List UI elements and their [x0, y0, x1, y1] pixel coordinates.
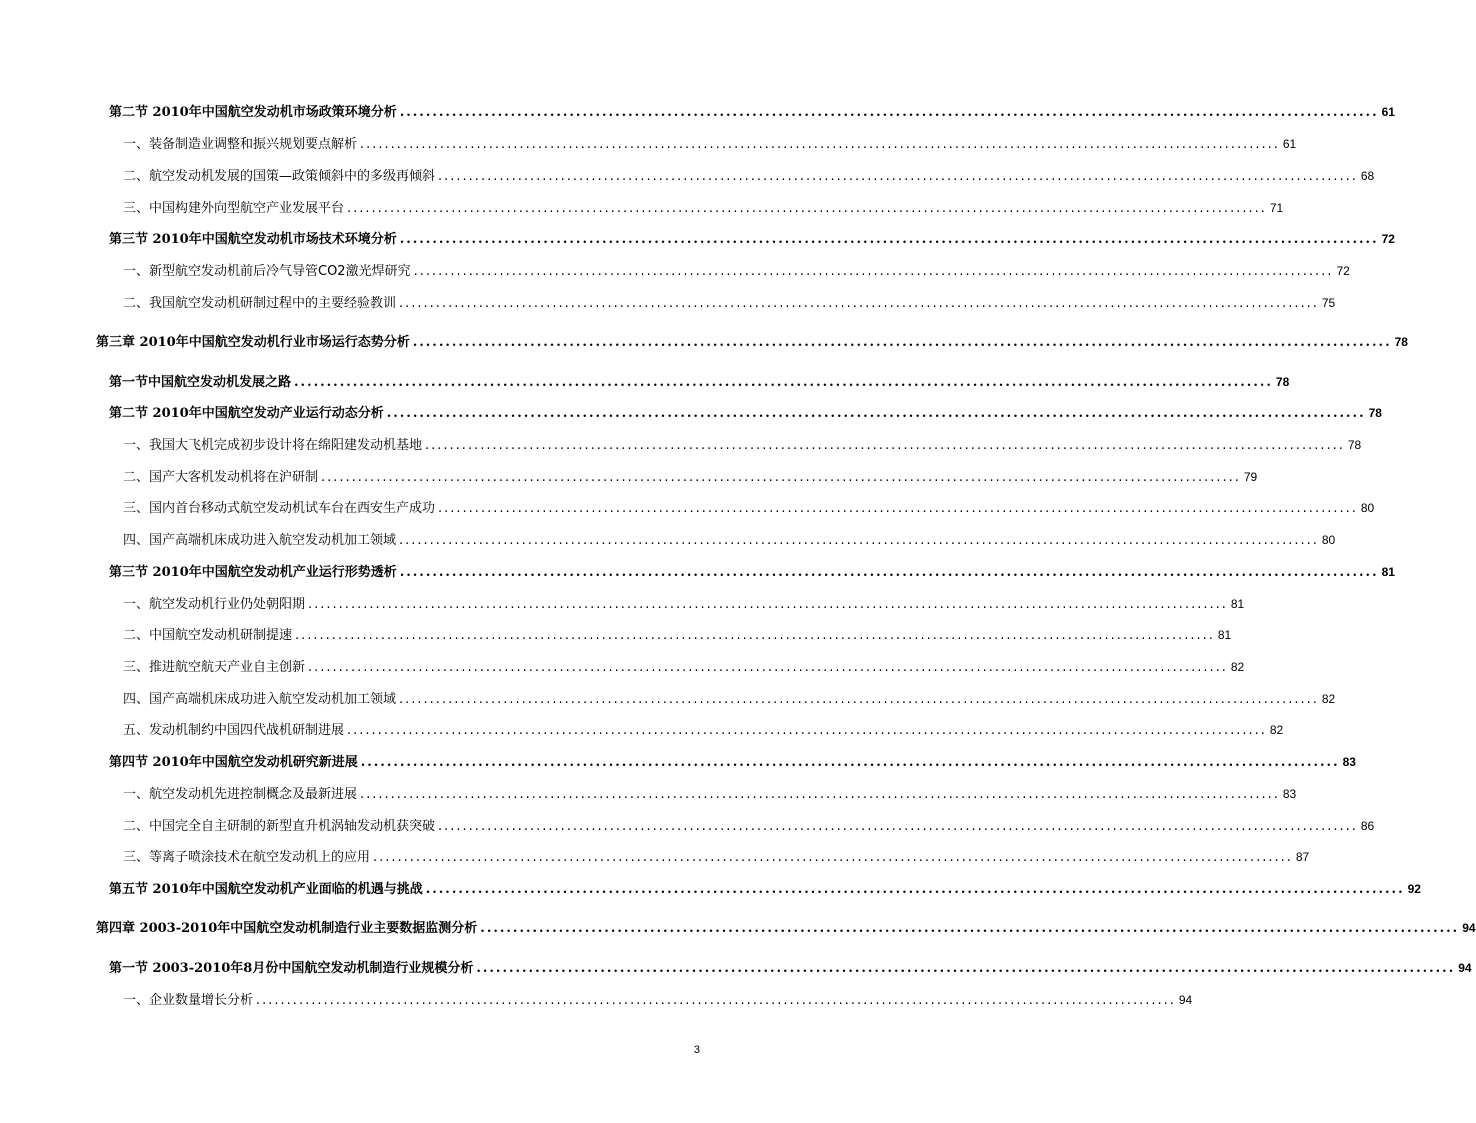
- dot-leader: ......................................................................................................................................................: [438, 501, 1358, 516]
- toc-entry[interactable]: [123, 500, 1375, 517]
- toc-entry-page: 82: [1321, 692, 1336, 706]
- dot-leader: ......................................................................................................................................................: [399, 533, 1319, 548]
- dot-leader: ......................................................................................................................................................: [294, 375, 1273, 390]
- toc-entry-title: 三、等离子喷涂技术在航空发动机上的应用: [123, 850, 371, 865]
- toc-entry-page: 78: [1394, 335, 1408, 349]
- toc-entry-title: 第一节中国航空发动机发展之路: [109, 375, 292, 390]
- dot-leader: ......................................................................................................................................................: [438, 169, 1358, 184]
- toc-entry-title: 二、中国完全自主研制的新型直升机涡轴发动机获突破: [123, 819, 436, 834]
- toc-entry-page: 94: [1178, 993, 1193, 1007]
- toc-entry[interactable]: [123, 469, 1258, 486]
- toc-entry-page: 87: [1295, 850, 1310, 864]
- toc-entry[interactable]: [123, 659, 1245, 676]
- toc-entry[interactable]: [109, 104, 1395, 121]
- toc-entry-page: 83: [1282, 787, 1297, 801]
- toc-entry-title: 一、新型航空发动机前后冷气导管CO2激光焊研究: [123, 264, 411, 279]
- toc-entry-page: 75: [1321, 296, 1336, 310]
- toc-entry-title: 三、中国构建外向型航空产业发展平台: [123, 201, 345, 216]
- toc-entry[interactable]: [109, 405, 1382, 422]
- toc-entry-title: 三、国内首台移动式航空发动机试车台在西安生产成功: [123, 501, 436, 516]
- dot-leader: ......................................................................................................................................................: [386, 406, 1366, 421]
- toc-entry-page: 78: [1368, 406, 1382, 420]
- dot-leader: ......................................................................................................................................................: [373, 850, 1293, 865]
- toc-entry-title: 一、航空发动机先进控制概念及最新进展: [123, 787, 358, 802]
- toc-entry-title: 第五节 2010年中国航空发动机产业面临的机遇与挑战: [109, 882, 423, 897]
- toc-entry-title: 一、装备制造业调整和振兴规划要点解析: [123, 137, 358, 152]
- dot-leader: ......................................................................................................................................................: [347, 201, 1267, 216]
- toc-entry[interactable]: [123, 596, 1245, 613]
- dot-leader: ......................................................................................................................................................: [360, 137, 1280, 152]
- toc-entry[interactable]: [96, 920, 1476, 937]
- toc-entry[interactable]: [123, 263, 1350, 280]
- toc-entry-page: 72: [1381, 232, 1395, 246]
- toc-entry-page: 78: [1347, 438, 1362, 452]
- toc-entry-title: 二、我国航空发动机研制过程中的主要经验教训: [123, 296, 397, 311]
- toc-entry-title: 第一节 2003-2010年8月份中国航空发动机制造行业规模分析: [109, 961, 474, 976]
- toc-entry-page: 79: [1243, 470, 1258, 484]
- dot-leader: ......................................................................................................................................................: [399, 565, 1379, 580]
- dot-leader: ......................................................................................................................................................: [425, 438, 1345, 453]
- toc-entry-title: 第三节 2010年中国航空发动机市场技术环境分析: [109, 232, 397, 247]
- toc-entry-title: 四、国产高端机床成功进入航空发动机加工领域: [123, 533, 397, 548]
- toc-entry-page: 92: [1407, 882, 1421, 896]
- dot-leader: ......................................................................................................................................................: [295, 628, 1215, 643]
- toc-entry-title: 二、国产大客机发动机将在沪研制: [123, 470, 319, 485]
- toc-entry[interactable]: [123, 200, 1284, 217]
- dot-leader: ......................................................................................................................................................: [413, 264, 1334, 279]
- toc-entry-title: 三、推进航空航天产业自主创新: [123, 660, 306, 675]
- toc-entry-page: 81: [1230, 597, 1245, 611]
- toc-entry[interactable]: [123, 136, 1297, 153]
- dot-leader: ......................................................................................................................................................: [480, 921, 1460, 936]
- toc-entry[interactable]: [123, 992, 1193, 1009]
- dot-leader: ......................................................................................................................................................: [308, 597, 1228, 612]
- toc-entry[interactable]: [123, 295, 1336, 312]
- toc-entry-title: 五、发动机制约中国四代战机研制进展: [123, 723, 345, 738]
- toc-entry-title: 第三章 2010年中国航空发动机行业市场运行态势分析: [96, 335, 410, 350]
- toc-entry-title: 二、航空发动机发展的国策—政策倾斜中的多级再倾斜: [123, 169, 436, 184]
- dot-leader: ......................................................................................................................................................: [412, 335, 1392, 350]
- toc-entry-title: 四、国产高端机床成功进入航空发动机加工领域: [123, 692, 397, 707]
- toc-entry[interactable]: [109, 754, 1356, 771]
- dot-leader: ......................................................................................................................................................: [399, 296, 1319, 311]
- toc-entry-title: 第二节 2010年中国航空发动产业运行动态分析: [109, 406, 384, 421]
- dot-leader: ......................................................................................................................................................: [399, 232, 1379, 247]
- toc-entry-page: 80: [1360, 501, 1375, 515]
- toc-entry-page: 94: [1458, 961, 1472, 975]
- dot-leader: ......................................................................................................................................................: [476, 961, 1456, 976]
- dot-leader: ......................................................................................................................................................: [321, 470, 1241, 485]
- toc-entry[interactable]: [109, 960, 1472, 977]
- toc-entry[interactable]: [123, 627, 1232, 644]
- dot-leader: ......................................................................................................................................................: [438, 819, 1358, 834]
- dot-leader: ......................................................................................................................................................: [399, 692, 1319, 707]
- toc-entry-title: 第四节 2010年中国航空发动机研究新进展: [109, 755, 358, 770]
- toc-entry-page: 94: [1462, 921, 1476, 935]
- toc-entry-page: 78: [1275, 375, 1290, 389]
- dot-leader: ......................................................................................................................................................: [360, 755, 1340, 770]
- toc-entry[interactable]: [96, 334, 1408, 351]
- toc-entry[interactable]: [123, 532, 1336, 549]
- toc-entry[interactable]: [123, 849, 1310, 866]
- toc-entry-page: 82: [1269, 723, 1284, 737]
- toc-entry-page: 71: [1269, 201, 1284, 215]
- toc-entry-title: 一、航空发动机行业仍处朝阳期: [123, 597, 306, 612]
- toc-entry[interactable]: [109, 564, 1395, 581]
- toc-entry-page: 86: [1360, 819, 1375, 833]
- dot-leader: ......................................................................................................................................................: [399, 105, 1379, 120]
- toc-entry[interactable]: [123, 437, 1362, 454]
- toc-entry-page: 68: [1360, 169, 1375, 183]
- toc-entry[interactable]: [123, 818, 1375, 835]
- toc-entry-title: 第三节 2010年中国航空发动机产业运行形势透析: [109, 565, 397, 580]
- toc-entry[interactable]: [109, 881, 1421, 898]
- toc-entry[interactable]: [123, 786, 1297, 803]
- toc-entry-page: 83: [1342, 755, 1356, 769]
- toc-entry-page: 80: [1321, 533, 1336, 547]
- toc-entry[interactable]: [109, 374, 1290, 391]
- toc-entry-page: 82: [1230, 660, 1245, 674]
- toc-entry[interactable]: [123, 168, 1375, 185]
- toc-entry-page: 81: [1217, 628, 1232, 642]
- toc-entry[interactable]: [123, 691, 1336, 708]
- toc-entry-page: 61: [1381, 105, 1395, 119]
- toc-entry-page: 72: [1336, 264, 1350, 278]
- toc-entry-page: 81: [1381, 565, 1395, 579]
- dot-leader: ......................................................................................................................................................: [308, 660, 1228, 675]
- toc-entry-page: 61: [1282, 137, 1297, 151]
- dot-leader: ......................................................................................................................................................: [256, 993, 1176, 1008]
- toc-entry-title: 二、中国航空发动机研制提速: [123, 628, 293, 643]
- page-number: 3: [693, 1044, 700, 1056]
- dot-leader: ......................................................................................................................................................: [425, 882, 1405, 897]
- toc-entry-title: 一、企业数量增长分析: [123, 993, 254, 1008]
- toc-entry-title: 第四章 2003-2010年中国航空发动机制造行业主要数据监测分析: [96, 921, 478, 936]
- toc-entry-title: 一、我国大飞机完成初步设计将在绵阳建发动机基地: [123, 438, 423, 453]
- toc-entry-title: 第二节 2010年中国航空发动机市场政策环境分析: [109, 105, 397, 120]
- dot-leader: ......................................................................................................................................................: [347, 723, 1267, 738]
- toc-entry[interactable]: [109, 231, 1395, 248]
- toc-entry[interactable]: [123, 722, 1284, 739]
- dot-leader: ......................................................................................................................................................: [360, 787, 1280, 802]
